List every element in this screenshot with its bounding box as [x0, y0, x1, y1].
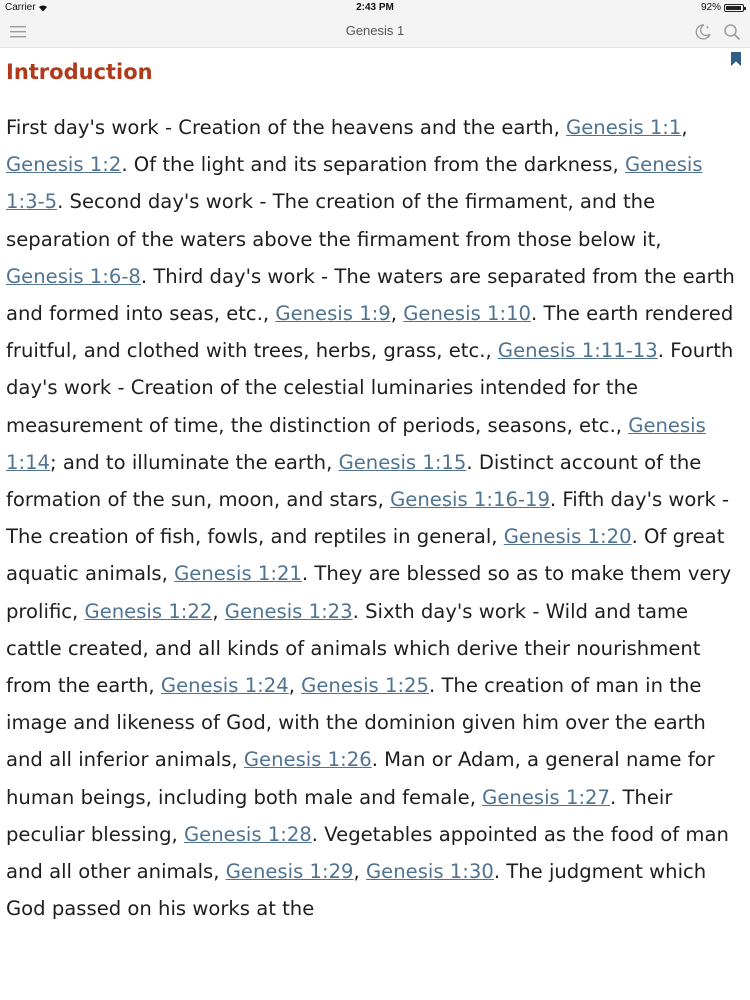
body-text-segment: . The judgment which God passed on his works at the — [6, 860, 707, 921]
scripture-link[interactable]: Genesis 1:20 — [503, 525, 632, 549]
scripture-link[interactable]: Genesis 1:14 — [6, 413, 706, 474]
body-text-segment: . Of the light and its separation from the darkness, — [121, 153, 625, 177]
scripture-link[interactable]: Genesis 1:2 — [6, 153, 122, 177]
scripture-link[interactable]: Genesis 1:30 — [366, 860, 494, 884]
scripture-link[interactable]: Genesis 1:3-5 — [6, 153, 703, 214]
scripture-link[interactable]: Genesis 1:9 — [275, 302, 391, 326]
scripture-link[interactable]: Genesis 1:16-19 — [390, 488, 550, 512]
body-text-segment: , — [288, 674, 302, 698]
body-text-segment: . They are blessed so as to make them very prolific, — [6, 562, 732, 623]
body-text-segment: , — [212, 599, 225, 623]
body-text-segment: , — [353, 860, 366, 884]
scripture-link[interactable]: Genesis 1:28 — [183, 822, 312, 846]
search-button[interactable] — [722, 22, 742, 42]
scripture-link[interactable]: Genesis 1:26 — [243, 748, 372, 772]
scripture-link[interactable]: Genesis 1:23 — [224, 599, 353, 623]
body-text-segment: . Fourth day's work - Creation of the celestial luminaries intended for the measurement of time, the distinction of periods, seasons, etc., — [6, 339, 734, 437]
body-text-segment: , — [681, 116, 688, 139]
battery-icon — [724, 4, 744, 12]
search-icon — [722, 22, 742, 42]
body-text-segment: . Of great aquatic animals, — [6, 525, 725, 586]
scripture-link[interactable]: Genesis 1:22 — [84, 599, 213, 623]
body-text-segment: . Man or Adam, a general name for human beings, including both male and female, — [6, 748, 715, 809]
status-bar — [0, 0, 750, 16]
battery-fill — [726, 6, 741, 10]
introduction-text — [6, 109, 740, 927]
navigation-bar — [0, 16, 750, 48]
moon-icon — [693, 22, 713, 42]
body-text-segment: ; and to illuminate the earth, — [50, 450, 339, 474]
clock: 2:43 PM — [356, 2, 394, 13]
scripture-link[interactable]: Genesis 1:21 — [174, 562, 302, 586]
section-heading: Introduction — [6, 60, 153, 84]
night-mode-button[interactable] — [693, 22, 713, 42]
scripture-link[interactable]: Genesis 1:24 — [160, 674, 289, 698]
page-title: Genesis 1 — [345, 23, 405, 38]
chapter-content — [6, 57, 740, 927]
battery-status — [701, 2, 744, 13]
scripture-link[interactable]: Genesis 1:1 — [566, 116, 682, 139]
scripture-link[interactable]: Genesis 1:25 — [301, 674, 429, 698]
scripture-link[interactable]: Genesis 1:15 — [338, 450, 467, 474]
body-text-segment: . Second day's work - The creation of the firmament, and the separation of the waters above the firmament from those below it, — [6, 190, 662, 251]
scripture-link[interactable]: Genesis 1:27 — [482, 785, 610, 809]
body-text-segment: . The earth rendered fruitful, and clothed with trees, herbs, grass, etc., — [6, 302, 734, 363]
body-text-segment: , — [390, 302, 404, 326]
body-text-segment: . Third day's work - The waters are separated from the earth and formed into seas, etc., — [6, 264, 735, 326]
carrier-label: Carrier — [5, 2, 36, 13]
scripture-link[interactable]: Genesis 1:6-8 — [6, 264, 141, 288]
body-text-segment: . Their peculiar blessing, — [6, 785, 673, 846]
body-text-segment: First day's work - Creation of the heavens and the earth, — [6, 116, 567, 139]
scripture-link[interactable]: Genesis 1:10 — [403, 302, 532, 326]
battery-percent: 92% — [700, 2, 721, 13]
body-text-segment: . The creation of man in the image and likeness of God, with the dominion given him over the earth and all inferior animals, — [6, 674, 706, 772]
scripture-link[interactable]: Genesis 1:29 — [225, 860, 354, 884]
body-text-segment: . Vegetables appointed as the food of man and all other animals, — [6, 822, 729, 884]
scripture-link[interactable]: Genesis 1:11-13 — [497, 339, 658, 363]
body-text-segment: . Sixth day's work - Wild and tame cattle created, and all kinds of animals which derive their nourishment from the earth, — [6, 599, 701, 698]
body-text-segment: . Distinct account of the formation of the sun, moon, and stars, — [6, 450, 702, 512]
body-text-segment: . Fifth day's work - The creation of fish, fowls, and reptiles in general, — [6, 488, 730, 549]
